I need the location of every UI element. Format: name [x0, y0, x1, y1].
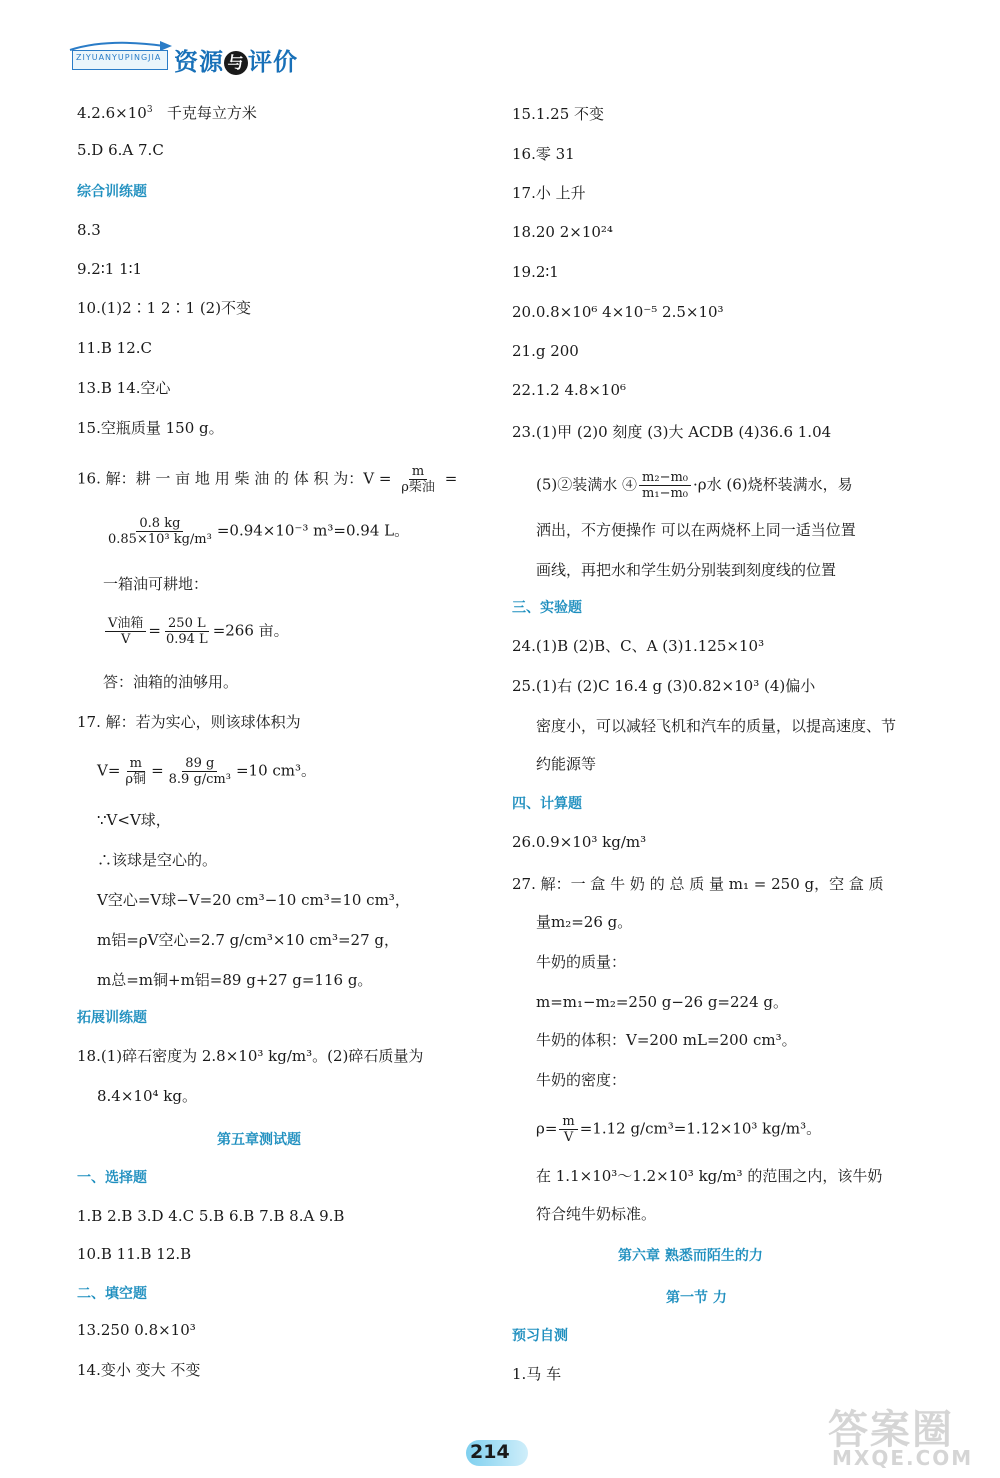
answer-line: 27. 解：一 盒 牛 奶 的 总 质 量 m₁ = 250 g，空 盒 质 [512, 875, 884, 893]
answer-line: 18.(1)碎石密度为 2.8×10³ kg/m³。(2)碎石质量为 [77, 1047, 424, 1065]
answer-line: m总=m铜+m铝=89 g+27 g=116 g。 [97, 971, 373, 989]
answer-line: 16.零 31 [512, 145, 575, 163]
answer-line: 11.B 12.C [77, 339, 152, 357]
fraction: $\frac{m}{\text{ρ柴油}}$ [401, 464, 435, 495]
answer-line: 25.(1)右 (2)C 16.4 g (3)0.82×10³ (4)偏小 [512, 677, 816, 695]
answer-line: 洒出，不方便操作 可以在两烧杯上同一适当位置 [536, 521, 856, 539]
answer-line: $\frac{\text{V油箱}}{V}$ = $\frac{250 L}{0.94 L}$ =266 亩。 [103, 616, 289, 647]
answer-line: ∵V<V球， [97, 811, 171, 829]
answer-line: $4.2.6\times 10^3$ 千克每立方米 [77, 104, 257, 122]
answer-line: m=m₁−m₂=250 g−26 g=224 g。 [536, 993, 788, 1011]
answer-line: 密度小，可以减轻飞机和汽车的质量，以提高速度、节 [536, 717, 897, 735]
answer-line: 24.(1)B (2)B、C、A (3)1.125×10³ [512, 637, 765, 655]
answer-line: 1.B 2.B 3.D 4.C 5.B 6.B 7.B 8.A 9.B [77, 1207, 345, 1225]
answer-line: m铝=ρV空心=2.7 g/cm³×10 cm³=27 g， [97, 931, 400, 949]
chapter-title: 第六章 熟悉而陌生的力 [618, 1248, 763, 1264]
answer-line: 1.马 车 [512, 1365, 562, 1383]
fraction: $\frac{250 L}{0.94 L}$ [165, 616, 208, 647]
section-heading: 拓展训练题 [77, 1010, 147, 1026]
answer-line: 10.(1)2∶1 2∶1 (2)不变 [77, 299, 252, 317]
section-heading: 一、选择题 [77, 1170, 147, 1186]
section-heading: 综合训练题 [77, 184, 147, 200]
answer-line: 量m₂=26 g。 [536, 913, 633, 931]
section-title: 第一节 力 [666, 1290, 727, 1306]
answer-line: V空心=V球−V=20 cm³−10 cm³=10 cm³， [97, 891, 410, 909]
answer-line: 画线，再把水和学生奶分别装到刻度线的位置 [536, 561, 837, 579]
page-header [68, 28, 368, 78]
answer-line: 22.1.2 4.8×10⁶ [512, 381, 627, 399]
section-heading: 四、计算题 [512, 796, 582, 812]
page-number: 214 [470, 1441, 510, 1463]
answer-line: 符合纯牛奶标准。 [536, 1205, 657, 1223]
answer-line: 20.0.8×10⁶ 4×10⁻⁵ 2.5×10³ [512, 303, 724, 321]
answer-line: 23.(1)甲 (2)0 刻度 (3)大 ACDB (4)36.6 1.04 [512, 423, 832, 441]
answer-line: $\frac{0.8 kg}{\text{0.85×10³ kg/m³}}$ =0.94×10⁻³ m³=0.94 L。 [103, 516, 409, 547]
answer-line: 15.空瓶质量 150 g。 [77, 419, 224, 437]
answer-line: 答：油箱的油够用。 [103, 673, 239, 691]
answer-line: (5)②装满水 ④ $\frac{\text{m₂−m₀}}{\text{m₁−m₀}}$ ·ρ水 (6)烧杯装满水，易 [536, 470, 853, 501]
answer-line: 26.0.9×10³ kg/m³ [512, 833, 647, 851]
answer-line: 14.变小 变大 不变 [77, 1361, 201, 1379]
answer-line: 8.4×10⁴ kg。 [97, 1087, 197, 1105]
fraction: $\frac{89 g}{\text{8.9 g/cm³}}$ [168, 756, 231, 787]
fraction: $\frac{\text{V油箱}}{V}$ [105, 616, 146, 647]
answer-line: 18.20 2×10²⁴ [512, 223, 613, 241]
answer-line: 一箱油可耕地： [103, 575, 209, 593]
answer-line: 16. 解：耕 一 亩 地 用 柴 油 的 体 积 为：V = $\frac{m}{\text{ρ柴油}}$ = [77, 464, 458, 495]
answer-line: 10.B 11.B 12.B [77, 1245, 192, 1263]
watermark-url: MXQE.COM [832, 1446, 974, 1470]
answer-line: 5.D 6.A 7.C [77, 141, 164, 159]
title-part-b: 评价 [248, 48, 298, 76]
answer-line: 牛奶的体积：V=200 mL=200 cm³。 [536, 1031, 797, 1049]
title-part-a: 资源 [174, 48, 224, 76]
chapter-title: 第五章测试题 [217, 1132, 301, 1148]
title-yu-badge: 与 [224, 51, 248, 75]
page-number-badge [466, 1440, 528, 1466]
answer-line: 9.2∶1 1∶1 [77, 260, 143, 278]
answer-line: V= $\frac{m}{\text{ρ铜}}$ = $\frac{89 g}{\text{8.9 g/cm³}}$ =10 cm³。 [97, 756, 317, 787]
fraction: $\frac{0.8 kg}{\text{0.85×10³ kg/m³}}$ [108, 516, 212, 547]
section-heading: 二、填空题 [77, 1286, 147, 1302]
answer-line: 19.2∶1 [512, 263, 559, 281]
answer-line: 8.3 [77, 221, 101, 239]
answer-line: 在 1.1×10³～1.2×10³ kg/m³ 的范围之内，该牛奶 [536, 1167, 883, 1185]
answer-line: 13.250 0.8×10³ [77, 1321, 196, 1339]
answer-line: ρ= $\frac{m}{V}$ =1.12 g/cm³=1.12×10³ kg/m³。 [536, 1114, 822, 1145]
section-heading: 预习自测 [512, 1328, 568, 1344]
header-title [174, 42, 298, 77]
answer-line: 牛奶的密度： [536, 1071, 627, 1089]
fraction: $\frac{\text{m₂−m₀}}{\text{m₁−m₀}}$ [639, 470, 691, 501]
answer-line: 牛奶的质量： [536, 953, 627, 971]
answer-line: 15.1.25 不变 [512, 105, 605, 123]
answer-line: 约能源等 [536, 755, 597, 773]
answer-line: 17.小 上升 [512, 184, 586, 202]
watermark-logo [828, 1398, 988, 1470]
watermark-text: 答案圈 [828, 1407, 954, 1453]
answer-line: 17. 解：若为实心，则该球体积为 [77, 713, 301, 731]
answer-line: ∴该球是空心的。 [97, 851, 218, 869]
fraction: $\frac{m}{V}$ [559, 1114, 577, 1145]
answer-line: 21.g 200 [512, 342, 579, 360]
header-pinyin: ZIYUANYUPINGJIA [76, 53, 162, 62]
fraction: $\frac{m}{\text{ρ铜}}$ [125, 756, 147, 787]
answer-line: 13.B 14.空心 [77, 379, 171, 397]
section-heading: 三、实验题 [512, 600, 582, 616]
